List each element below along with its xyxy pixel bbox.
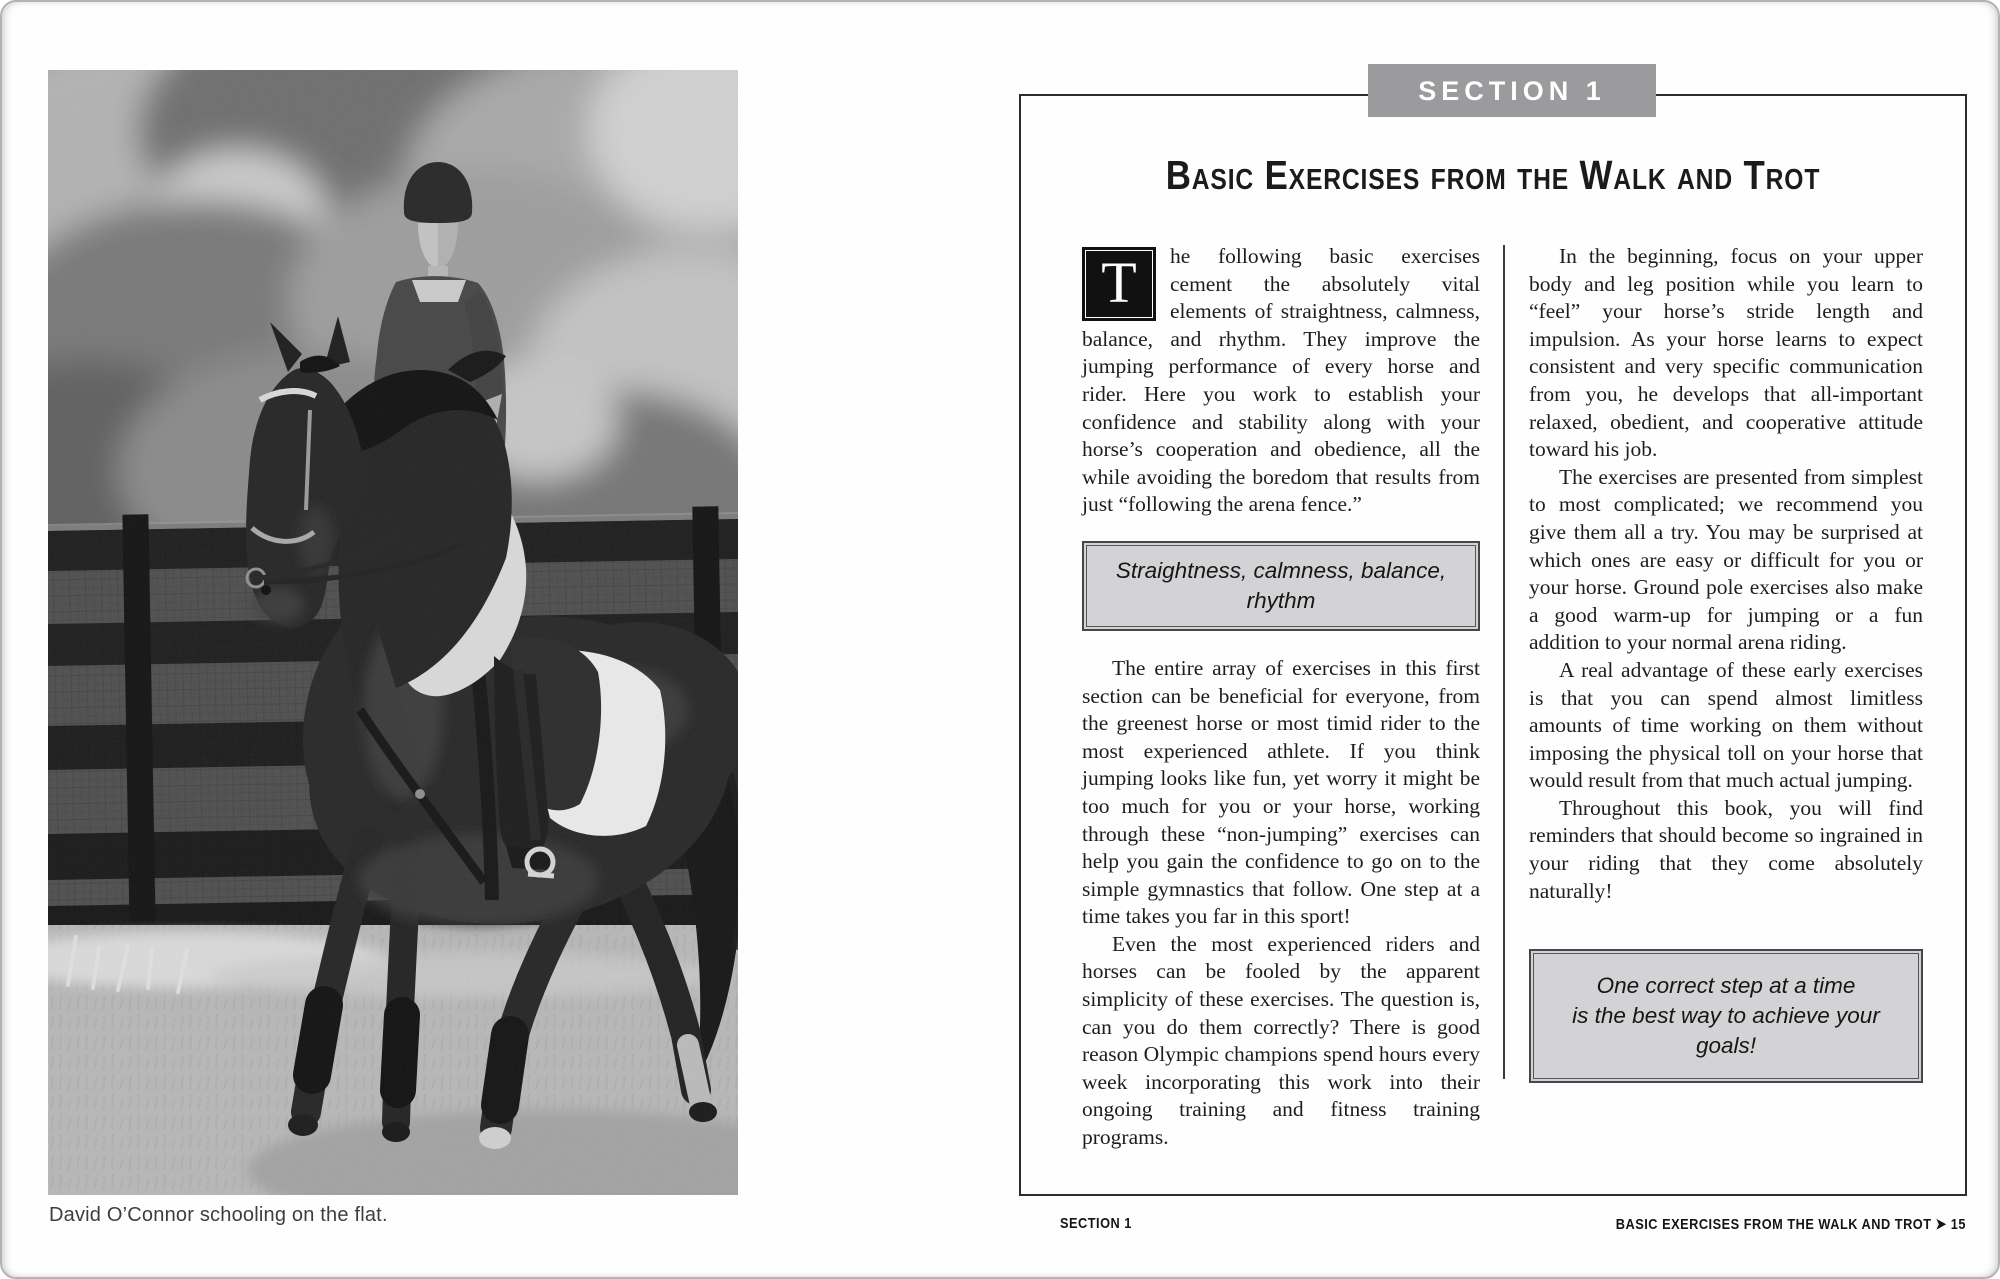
paragraph: The entire array of exercises in this first section can be beneficial for everyone, from the greenest horse or most timid rider to the most experienced athlete. If you think jumping looks like fun, yet worry it might be too much for you or your horse, working through these “non-jumping” exercises can help you gain the confidence to go on to the simple gymnastics that follow. One step at a time takes you far in this sport!	[1082, 655, 1480, 929]
page-title: Basic Exercises from the Walk and Trot	[1165, 152, 1821, 198]
paragraph: The exercises are presented from simplest to most complicated; we recommend you give them all a try. You may be surprised at which ones are easy or difficult for you or your horse. Ground pole exercises also make a good warm-up for jumping or a fun addition to your normal arena riding.	[1529, 464, 1923, 655]
running-footer-section: SECTION 1	[1060, 1215, 1132, 1232]
horse-photo-illustration	[48, 70, 738, 1195]
paragraph: A real advantage of these early exercises is that you can spend almost limitless amounts of time working on them without imposing the physical toll on your horse that would result from that much actual jumping.	[1529, 657, 1923, 793]
column-2	[1529, 243, 1923, 1107]
column-1	[1082, 243, 1480, 1152]
callout-goals-line2: is the best way to achieve your goals!	[1572, 1003, 1880, 1059]
paragraph-intro	[1082, 243, 1480, 519]
paragraph: Even the most experienced riders and horses can be fooled by the apparent simplicity of these exercises. The question is, can you do them correctly? There is good reason Olympic champions spend hours every week incorporating this work into their ongoing training and fitness training programs.	[1082, 931, 1480, 1150]
paragraph-intro-text: he following basic exercises cement the absolutely vital elements of straightness, calmness, balance, and rhythm. They improve the jumping performance of every horse and rider. Here you work to establish your confidence and stability along with your horse’s cooperation and obedience, all the while avoiding the boredom that results from just “following the arena fence.”	[1082, 244, 1480, 517]
callout-straightness-text: Straightness, calmness, balance, rhythm	[1115, 557, 1447, 613]
paragraph: Throughout this book, you will find reminders that should become so ingrained in your riding that they come absolutely naturally!	[1529, 795, 1923, 903]
horse-photo	[48, 70, 738, 1195]
column-divider	[1503, 245, 1505, 1079]
running-footer-page: BASIC EXERCISES FROM THE WALK AND TROT ➤ 15	[1615, 1216, 1966, 1233]
photo-caption: David O’Connor schooling on the flat.	[49, 1204, 388, 1226]
callout-straightness	[1082, 541, 1480, 631]
callout-goals-line1: One correct step at a time	[1596, 973, 1856, 999]
dropcap-T: T	[1082, 247, 1156, 321]
section-badge: SECTION 1	[1368, 64, 1656, 117]
paragraph: In the beginning, focus on your upper body and leg position while you learn to “feel” your horse’s stride length and impulsion. As your horse learns to expect consistent and very specific communication from you, he develops that all-important relaxed, obedient, and cooperative attitude toward his job.	[1529, 244, 1923, 462]
callout-goals	[1529, 949, 1923, 1083]
